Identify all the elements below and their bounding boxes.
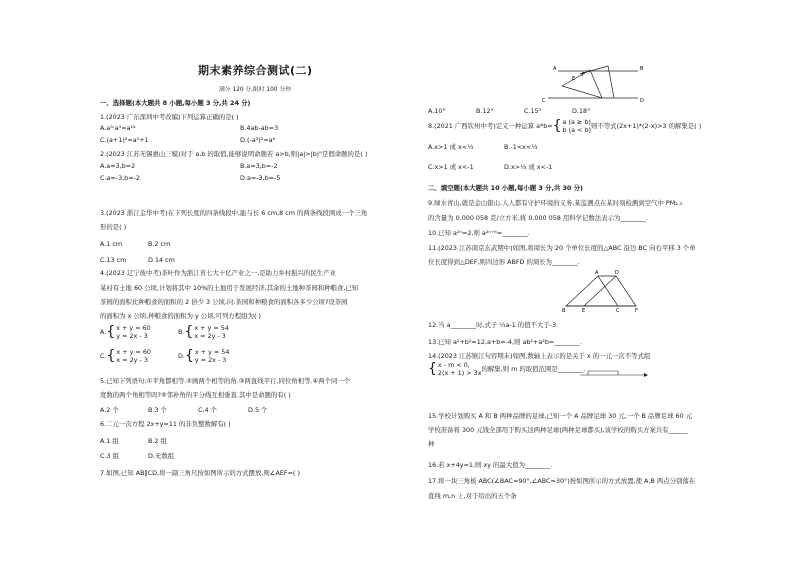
q6-option-c: C.3 组 <box>100 452 119 460</box>
q7-option-a: A.10° <box>428 107 446 115</box>
q4-stem-line1: 4.(2023 辽宁彼中考)茶叶作为浙江省七大十亿产业之一,是助力乡村振兴的民生产业 <box>100 269 336 277</box>
q1-option-a: A.a³·a³=a¹² <box>100 124 136 132</box>
q2-stem: 2.(2023 江苏无锡惠山三模)对于 a,b 的取值,能够说明命题若 a>b,则|a|>|b|"是假命题的是( ) <box>100 150 368 158</box>
q6-option-d: D.无数组 <box>148 452 175 460</box>
page-subtitle: 满分 120 分,限时 100 分钟 <box>219 87 291 93</box>
q1-option-b: B.4ab-ab=3 <box>240 124 279 132</box>
q4-option-d: D.{ x + y = 54 y = 2x - 3 <box>178 348 230 364</box>
q11-line2: 位长度得到△DEF,则四边形 ABFD 的周长为________. <box>428 258 580 266</box>
q7-option-b: B.12° <box>476 107 494 115</box>
q8-option-d: D.x>⅓ 或 x<-1 <box>504 163 553 171</box>
q2-option-c: C.a=-3,b=-2 <box>100 174 140 182</box>
q8-option-c: C.x>1 或 x<-1 <box>428 163 474 171</box>
q8-stem: 8.(2021 广西钦州中考)定义一种运算 a*b={ a (a ≥ b) b (a < b) 则不等式(2x+1)*(2-x)>3 的解集是( ) <box>428 118 702 134</box>
q13-stem: 13.已知 a²+b²=12,a+b=-4,则 ab²+a²b=________. <box>428 338 582 346</box>
q3-option-a: A.1 cm <box>100 240 123 248</box>
q7-stem: 7.如图,已知 AB∥CD,将一副三角尺按如图所示的方式摆放,则∠AEF=( ) <box>100 469 300 477</box>
section-choice-heading: 一、选择题(本大题共 8 小题,每小题 3 分,共 24 分) <box>100 99 251 107</box>
q11-triangle-abc <box>566 276 618 306</box>
q14-system: { x - m < 0, 2(x + 1) > 3x 的解集,则 m 的取值范围是________. <box>428 361 586 377</box>
q1-option-c: C.(a+1)²=a²+1 <box>100 136 149 144</box>
q2-option-a: A.a=3,b=2 <box>100 162 136 170</box>
q11-label-e: E <box>582 308 586 314</box>
q2-option-d: D.a=-3,b=-5 <box>240 174 281 182</box>
q3-option-b: B.2 cm <box>148 240 171 248</box>
q3-option-c: C.13 cm <box>100 256 127 264</box>
q4-option-a: A.{ x + y = 60 y = 2x - 3 <box>100 324 151 340</box>
page-title: 期末素养综合测试(二) <box>198 64 313 77</box>
q11-label-b: B <box>562 308 566 314</box>
q5-option-d: D.5 个 <box>248 406 268 414</box>
q12-stem: 12.当 a________时,式子 ⅔a-1 的值不大于-3 <box>428 321 557 329</box>
q17-line1: 17.将一块三角板 ABC(∠BAC=90°,∠ABC=30°)按如图所示的方式放置,使 A,B 两点分别落在 <box>428 477 696 485</box>
q11-figure <box>558 268 658 314</box>
q4-option-c: C.{ x + y = 60 x = 2y - 3 <box>100 348 151 364</box>
q9-line2: 的含量为 0.000 058 克/立方米,将 0.000 058 用科学记数法表示为________. <box>428 214 648 222</box>
q17-line2: 直线 m,n 上,对于给出的五个条 <box>428 492 517 500</box>
q6-stem: 6.二元一次方程 2x+y=11 的非负整数解有( ) <box>100 420 231 428</box>
q5-stem-line2: 度数的两个角相等吗?⑤邻补角的平分线互相垂直.其中是命题的有( ) <box>100 391 291 399</box>
q4-option-b: B.{ x + y = 54 x = 2y - 3 <box>178 324 229 340</box>
q9-line1: 9.绿水青山,就是金山银山.人人都有守护环境的义务,某监测点在某时刻检测到空气中 PM₂.₅ <box>428 199 683 207</box>
q5-stem-line1: 5.已知下列语句:①平角都相等.②画两个相等的角.③两直线平行,同位角相等.④两个同一个 <box>100 377 351 385</box>
q3-option-d: D.14 cm <box>148 256 175 264</box>
q7-option-c: C.15° <box>524 107 542 115</box>
q15-line1: 15.学校计划购买 A 和 B 两种品牌的足球,已知一个 A 品牌足球 30 元,一个 B 品牌足球 60 元 <box>428 412 693 420</box>
q11-line1: 11.(2023 江苏南京玄武期中)如图,将周长为 20 个单位长度的△ABC 沿边 BC 向右平移 3 个单 <box>428 244 696 252</box>
q11-triangle-def <box>584 276 636 306</box>
q4-stem-line3: 茶园的面积比种粮食的面积的 2 倍少 3 公顷,问:茶园和种粮食的面积各多少公顷?设茶园 <box>100 298 348 306</box>
q14-axis-arrow <box>644 373 648 377</box>
q1-option-d: D.(-a³)²=a⁶ <box>240 136 276 144</box>
q5-option-b: B.3 个 <box>148 406 167 414</box>
q7-label-f: F <box>582 72 585 78</box>
q8-option-b: B.-1<x<⅓ <box>504 143 538 151</box>
q7-figure <box>538 62 648 106</box>
q7-label-d: D <box>640 98 644 104</box>
q4-stem-line2: 某村有土地 60 公顷,计划将其中 10%的土地用于发展经济,其余的土地种茶园和种粮食,已知 <box>100 284 359 292</box>
q2-option-b: B.a=3,b=-2 <box>240 162 278 170</box>
q14-number-line <box>578 368 648 380</box>
q3-stem-line2: 形的是( ) <box>100 223 127 231</box>
q6-option-a: A.1 组 <box>100 437 119 445</box>
q1-stem: 1.(2023 广东深圳中考改编)下列运算正确的是( ) <box>100 113 239 121</box>
q5-option-a: A.2 个 <box>100 406 119 414</box>
q11-label-c: C <box>616 308 620 314</box>
q5-option-c: C.4 个 <box>198 406 217 414</box>
q7-label-e: E <box>572 76 576 82</box>
q14-line1: 14.(2023 江苏镇江句容期末)如图,数轴上表示的是关于 x 的一元一次不等式组 <box>428 352 651 360</box>
q11-label-d: D <box>615 270 619 276</box>
q7-label-c: C <box>542 98 546 104</box>
q10-stem: 10.已知 a²ⁿ=2,则 a²ⁿ⁺⁶=________. <box>428 229 530 237</box>
q16-stem: 16.若 x+4y=1,则 xy 的最大值为________. <box>428 461 553 469</box>
q7-label-a: A <box>553 66 557 72</box>
q3-stem-line1: 3.(2023 浙江金华中考)在下列长度的四条线段中,能与长 6 cm,8 cm 的两条线段围成一个三角 <box>100 209 368 217</box>
q8-option-a: A.x>1 或 x<⅓ <box>428 143 474 151</box>
q7-option-d: D.18° <box>572 107 591 115</box>
q15-line3: 种 <box>428 440 435 448</box>
q6-option-b: B.2 组 <box>148 437 167 445</box>
section-fill-heading: 二、填空题(本大题共 10 小题,每小题 3 分,共 30 分) <box>428 184 583 192</box>
q11-label-a: A <box>595 270 599 276</box>
q4-stem-line4: 的面积为 x 公顷,种粮食的面积为 y 公顷,可列方程组为( ) <box>100 312 261 320</box>
q15-line2: 学校准备将 300 元钱全部用于购买这两种足球(两种足球都买),该学校的购买方案共有______ <box>428 426 688 434</box>
q7-label-b: B <box>640 66 644 72</box>
q11-label-f: F <box>635 308 638 314</box>
